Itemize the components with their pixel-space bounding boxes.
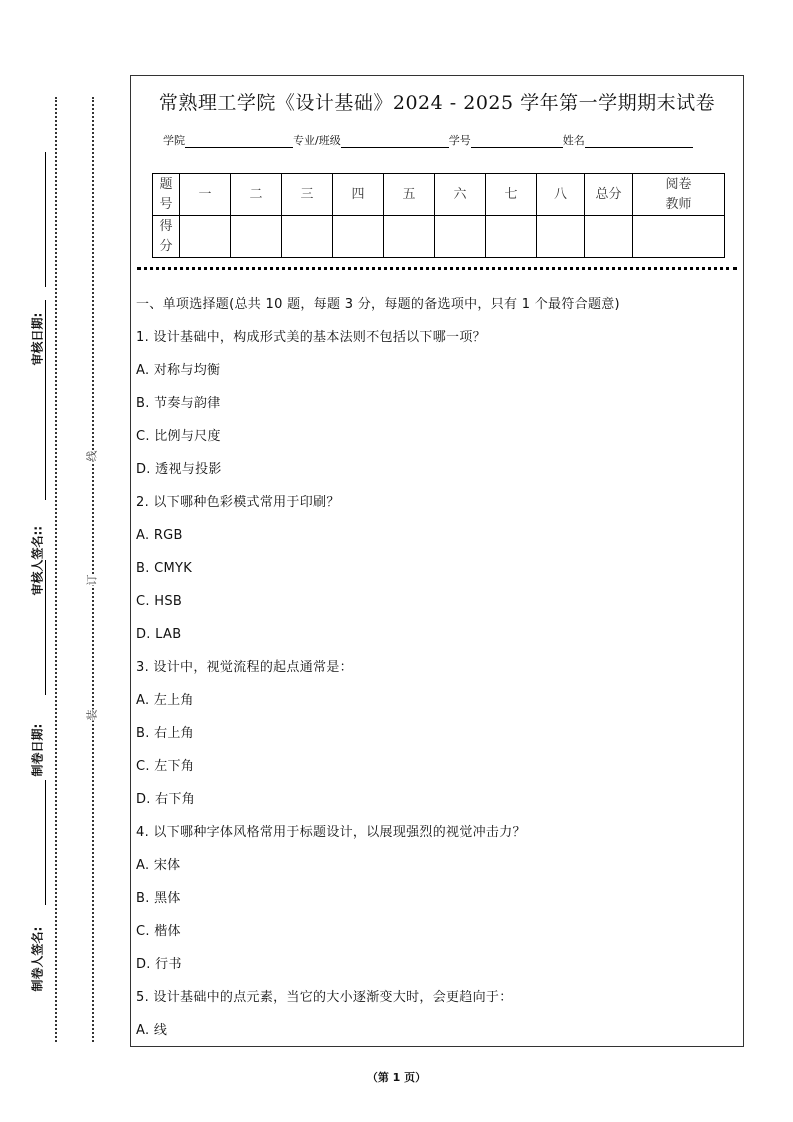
col-7: 七 [486, 174, 537, 216]
table-row [153, 174, 725, 216]
score-cell[interactable] [180, 216, 231, 258]
score-cell[interactable] [585, 216, 633, 258]
answer-option[interactable]: C. HSB [136, 594, 183, 609]
answer-option[interactable]: C. 楷体 [136, 924, 181, 939]
answer-option[interactable]: A. 对称与均衡 [136, 363, 221, 378]
prepare-date-label: 制卷日期: [30, 723, 45, 777]
col-total: 总分 [585, 174, 633, 216]
dotted-divider [137, 267, 737, 270]
col-6: 六 [435, 174, 486, 216]
question-number-header: 题 号 [153, 174, 180, 216]
major-class-field[interactable] [341, 135, 449, 148]
col-grader: 阅卷 教师 [633, 174, 725, 216]
page-number: （第 1 页） [366, 1071, 427, 1084]
preparer-signature-label: 制卷人签名: [30, 926, 45, 992]
student-id-field[interactable] [471, 135, 563, 148]
preparer-signature-line [45, 780, 46, 905]
student-info-row [163, 132, 693, 148]
col-3: 三 [282, 174, 333, 216]
score-cell[interactable] [282, 216, 333, 258]
answer-option[interactable]: A. RGB [136, 528, 183, 543]
score-cell[interactable] [633, 216, 725, 258]
question-stem: 3. 设计中，视觉流程的起点通常是： [136, 660, 353, 675]
score-row-header: 得 分 [153, 216, 180, 258]
answer-option[interactable]: C. 左下角 [136, 759, 195, 774]
college-label: 学院 [163, 134, 185, 147]
score-cell[interactable] [486, 216, 537, 258]
review-date-label: 审核日期: [30, 312, 45, 366]
question-stem: 2. 以下哪种色彩模式常用于印刷？ [136, 495, 340, 510]
answer-option[interactable]: D. LAB [136, 627, 182, 642]
answer-option[interactable]: C. 比例与尺度 [136, 429, 221, 444]
col-5: 五 [384, 174, 435, 216]
answer-option[interactable]: D. 右下角 [136, 792, 196, 807]
answer-option[interactable]: A. 宋体 [136, 858, 181, 873]
question-body [136, 288, 737, 1047]
score-cell[interactable] [537, 216, 585, 258]
answer-option[interactable]: B. 黑体 [136, 891, 181, 906]
exam-page-frame [130, 75, 744, 1047]
name-label: 姓名 [562, 134, 585, 147]
col-8: 八 [537, 174, 585, 216]
col-2: 二 [231, 174, 282, 216]
outer-cut-line [55, 97, 57, 1042]
answer-option[interactable]: D. 透视与投影 [136, 462, 222, 477]
name-field[interactable] [585, 135, 693, 148]
question-stem: 5. 设计基础中的点元素，当它的大小逐渐变大时，会更趋向于： [136, 990, 513, 1005]
review-date-line [45, 152, 46, 287]
score-cell[interactable] [435, 216, 486, 258]
college-field[interactable] [185, 135, 293, 148]
col-1: 一 [180, 174, 231, 216]
exam-title: 常熟理工学院《设计基础》2024 - 2025 学年第一学期期末试卷 [158, 92, 716, 114]
binding-char-xian: 线 [85, 450, 99, 462]
answer-option[interactable]: B. 右上角 [136, 726, 194, 741]
score-cell[interactable] [384, 216, 435, 258]
question-stem: 1. 设计基础中，构成形式美的基本法则不包括以下哪一项？ [136, 330, 486, 345]
score-table [152, 173, 725, 258]
table-row [153, 216, 725, 258]
answer-option[interactable]: A. 线 [136, 1023, 168, 1038]
answer-option[interactable]: B. 节奏与韵律 [136, 396, 221, 411]
binding-char-ding: 订 [85, 574, 99, 586]
score-cell[interactable] [333, 216, 384, 258]
answer-option[interactable]: D. 行书 [136, 957, 182, 972]
student-id-label: 学号 [448, 134, 471, 147]
major-class-label: 专业/班级 [293, 134, 341, 147]
section-heading: 一、单项选择题(总共 10 题，每题 3 分，每题的备选项中，只有 1 个最符合题意) [136, 297, 620, 312]
question-stem: 4. 以下哪种字体风格常用于标题设计，以展现强烈的视觉冲击力？ [136, 825, 526, 840]
reviewer-signature-label: 审核人签名:: [30, 525, 45, 596]
score-cell[interactable] [231, 216, 282, 258]
binding-char-zhuang: 装 [85, 709, 99, 721]
answer-option[interactable]: A. 左上角 [136, 693, 194, 708]
answer-option[interactable]: B. CMYK [136, 561, 193, 576]
binding-line [92, 97, 94, 1042]
col-4: 四 [333, 174, 384, 216]
